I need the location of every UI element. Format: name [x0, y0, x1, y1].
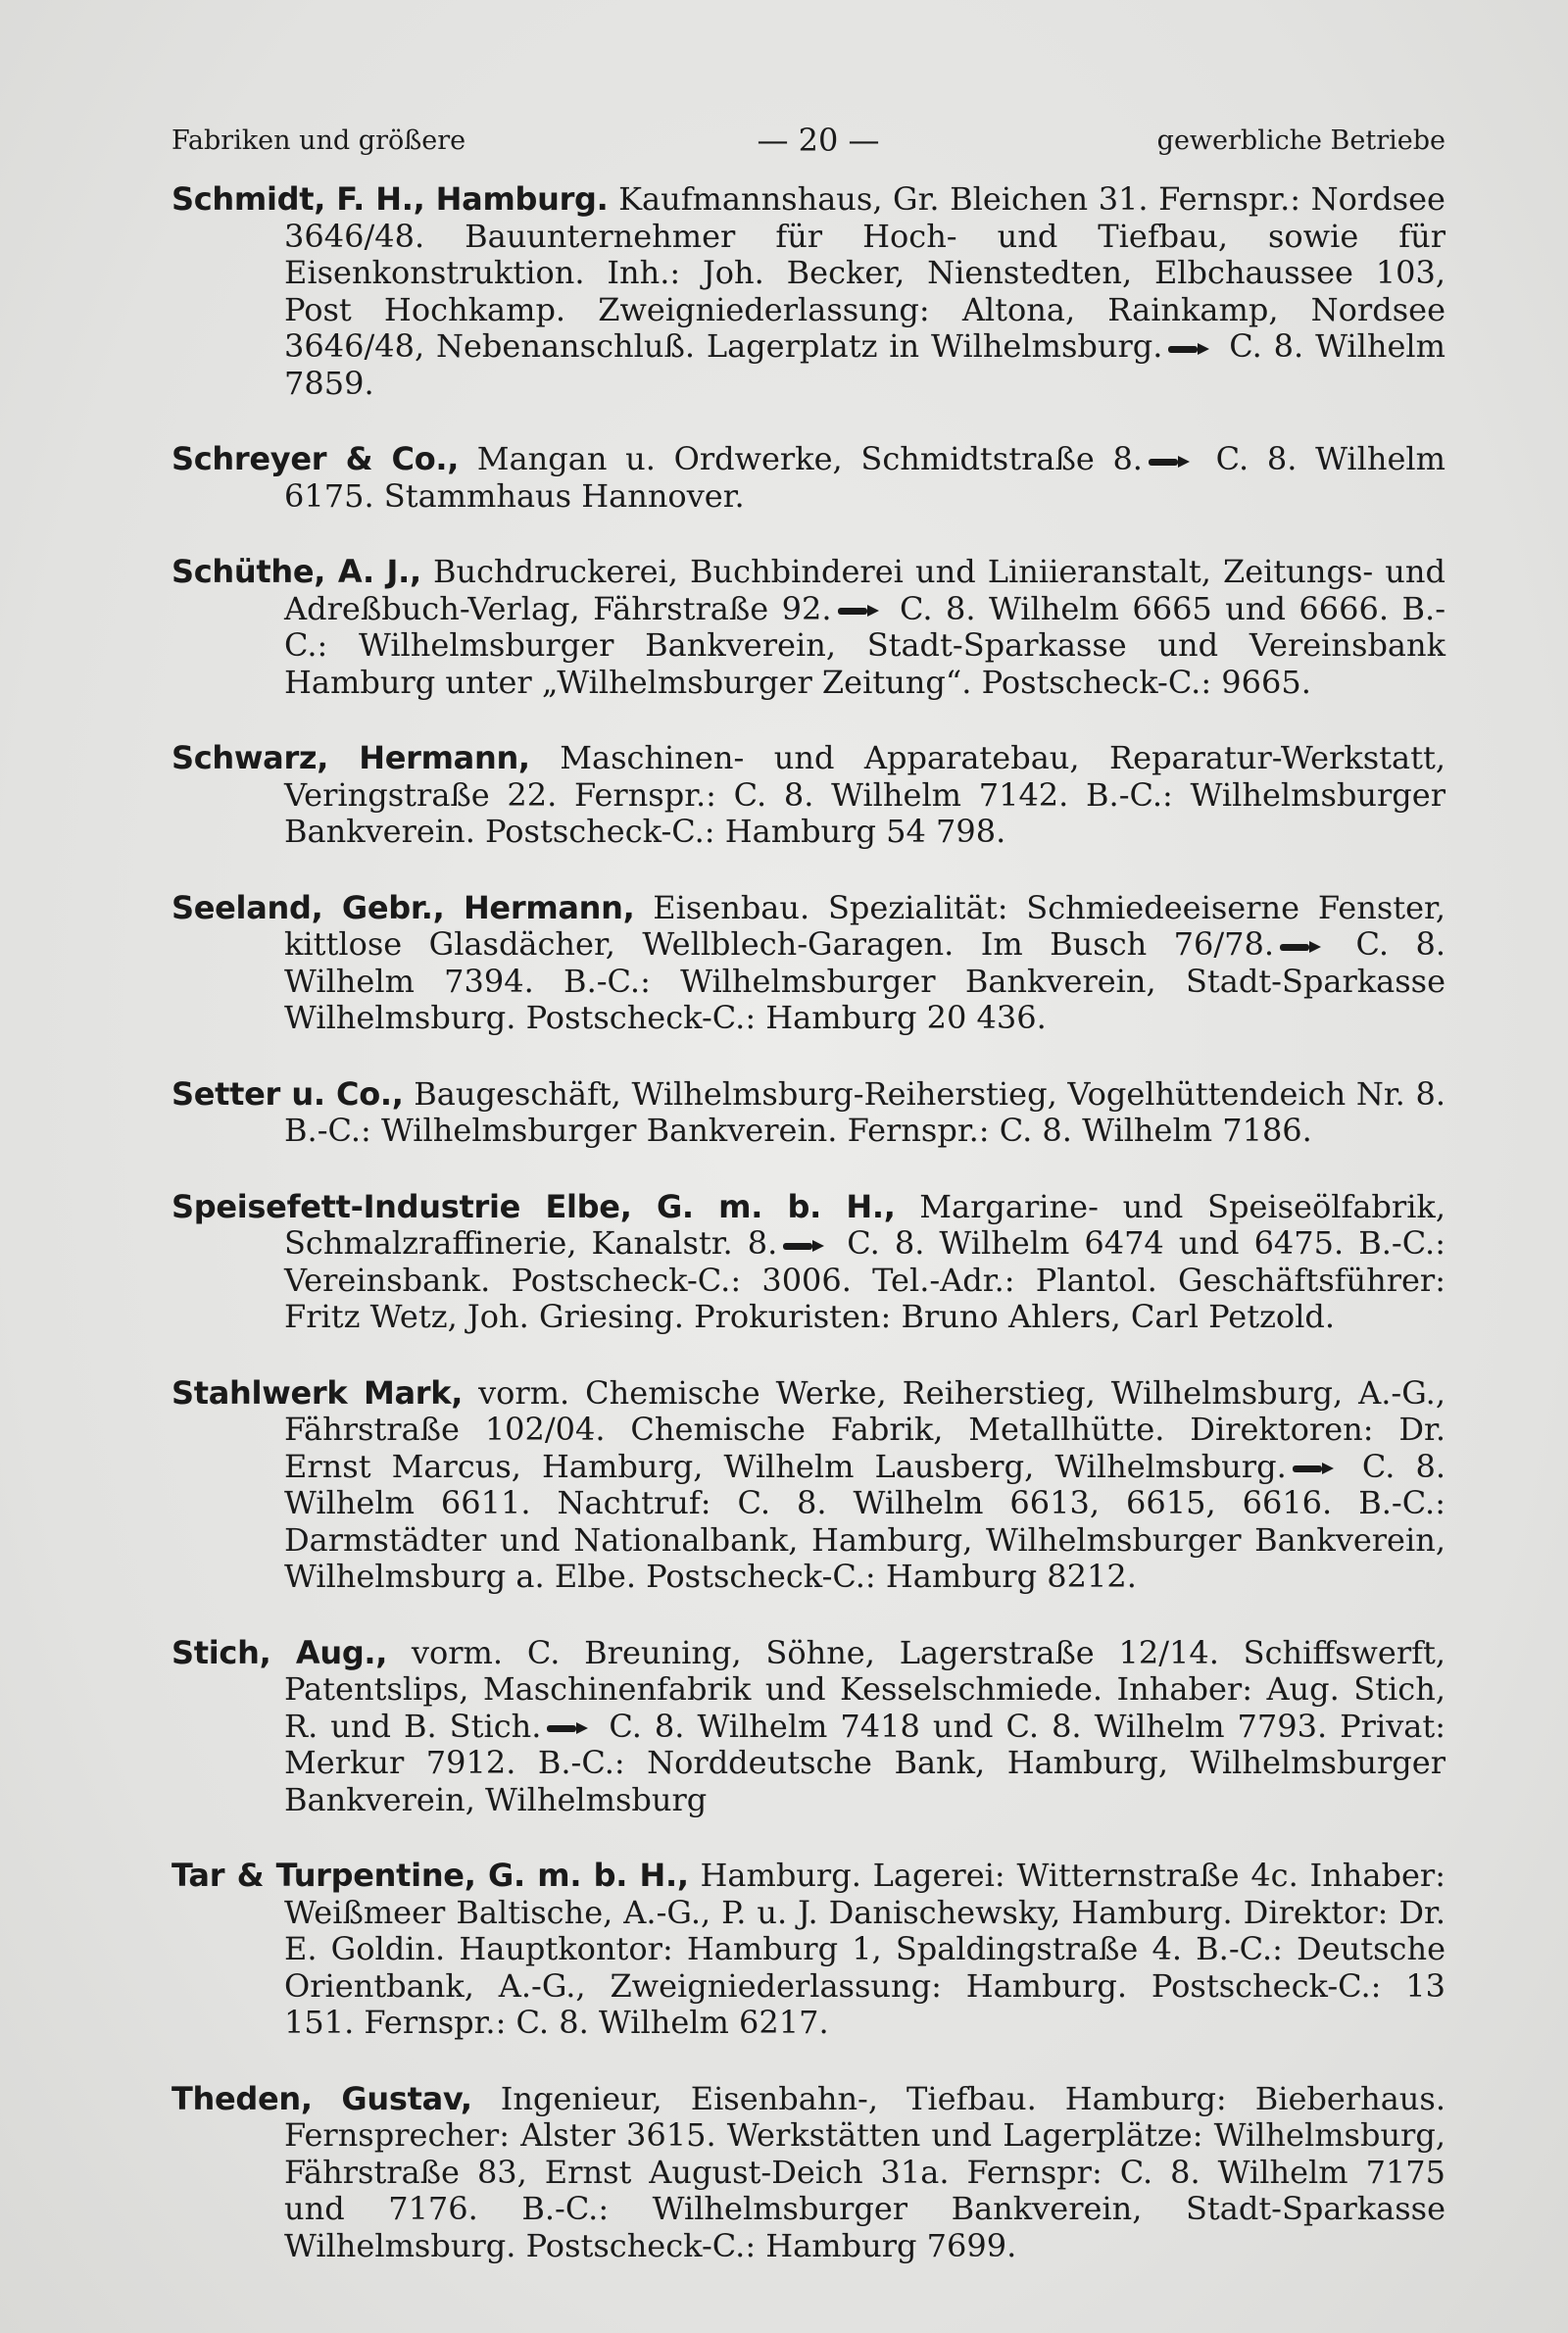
- entry-company-name: Seeland, Gebr., Hermann,: [172, 888, 635, 926]
- directory-entry: [172, 181, 1446, 402]
- directory-entry: [172, 441, 1446, 515]
- entry-text: Kaufmannshaus, Gr. Bleichen 31. Fernspr.: Nordsee 3646/48. Bauunternehmer für Hoch- und Tiefbau, sowie für Eisenkonstruktion. Inh.: Joh. Becker, Nienstedten, Elbchaussee 103, Post Hochkamp. Zweigniederlassung: Altona, Rainkamp, Nordsee 3646/48, Nebenanschluß. Lagerplatz in Wilhelmsburg.: [284, 180, 1446, 365]
- page-header: [172, 116, 1446, 165]
- telephone-arrow-icon: [1293, 1463, 1336, 1474]
- directory-entry: [172, 1858, 1446, 2042]
- entry-company-name: Theden, Gustav,: [172, 2079, 472, 2117]
- directory-entry: [172, 554, 1446, 701]
- directory-entry: [172, 740, 1446, 851]
- entry-text: Baugeschäft, Wilhelmsburg-Reiherstieg, Vogelhüttendeich Nr. 8. B.-C.: Wilhelmsburger Bankverein. Fernspr.: C. 8. Wilhelm 7186.: [284, 1074, 1446, 1149]
- directory-entries: [172, 181, 1446, 2264]
- entry-text: Hamburg. Lagerei: Witternstraße 4c. Inhaber: Weißmeer Baltische, A.-G., P. u. J. Danischewsky, Hamburg. Direktor: Dr. E. Goldin. Hauptkontor: Hamburg 1, Spaldingstraße 4. B.-C.: Deutsche Orientbank, A.-G., Zweigniederlassung: Hamburg. Postscheck-C.: 13 151. Fernspr.: C. 8. Wilhelm 6217.: [284, 1857, 1446, 2041]
- entry-text-continued: C. 8. Wilhelm 7418 und C. 8. Wilhelm 7793. Privat: Merkur 7912. B.-C.: Norddeutsche Bank, Hamburg, Wilhelmsburger Bankverein, Wilhelmsburg: [284, 1707, 1446, 1818]
- header-right-title: gewerbliche Betriebe: [1156, 125, 1446, 156]
- entry-text-continued: C. 8. Wilhelm 6175. Stammhaus Hannover.: [284, 440, 1446, 515]
- entry-text-continued: C. 8. Wilhelm 7394. B.-C.: Wilhelmsburger Bankverein, Stadt-Sparkasse Wilhelmsburg. Postscheck-C.: Hamburg 20 436.: [284, 925, 1446, 1036]
- entry-company-name: Tar & Turpentine, G. m. b. H.,: [172, 1857, 689, 1894]
- entry-text-continued: C. 8. Wilhelm 7859.: [284, 327, 1446, 402]
- entry-company-name: Schüthe, A. J.,: [172, 553, 421, 590]
- entry-company-name: Schreyer & Co.,: [172, 440, 460, 477]
- telephone-arrow-icon: [1280, 941, 1323, 953]
- entry-company-name: Stahlwerk Mark,: [172, 1373, 464, 1412]
- page-number: — 20 —: [757, 122, 880, 159]
- entry-company-name: Speisefett-Industrie Elbe, G. m. b. H.,: [172, 1187, 896, 1225]
- directory-entry: [172, 1189, 1446, 1336]
- entry-text: vorm. C. Breuning, Söhne, Lagerstraße 12/14. Schiffswerft, Patentslips, Maschinenfabrik und Kesselschmiede. Inhaber: Aug. Stich, R. und B. Stich.: [284, 1633, 1446, 1745]
- telephone-arrow-icon: [547, 1722, 590, 1734]
- entry-text-continued: C. 8. Wilhelm 6665 und 6666. B.-C.: Wilhelmsburger Bankverein, Stadt-Sparkasse und Vereinsbank Hamburg unter „Wilhelmsburger Zeitung“. Postscheck-C.: 9665.: [284, 589, 1446, 701]
- entry-company-name: Stich, Aug.,: [172, 1633, 388, 1671]
- directory-entry: [172, 1375, 1446, 1596]
- directory-entry: [172, 890, 1446, 1037]
- entry-text: Buchdruckerei, Buchbinderei und Liniieranstalt, Zeitungs- und Adreßbuch-Verlag, Fährstraße 92.: [284, 553, 1446, 627]
- directory-entry: [172, 1076, 1446, 1150]
- entry-text: Maschinen- und Apparatebau, Reparatur-Werkstatt, Veringstraße 22. Fernspr.: C. 8. Wilhelm 7142. B.-C.: Wilhelmsburger Bankverein. Postscheck-C.: Hamburg 54 798.: [284, 739, 1446, 850]
- entry-text: Margarine- und Speiseölfabrik, Schmalzraffinerie, Kanalstr. 8.: [284, 1187, 1446, 1262]
- directory-entry: [172, 2081, 1446, 2265]
- directory-entry: [172, 1635, 1446, 1819]
- entry-text: Mangan u. Ordwerke, Schmidtstraße 8.: [459, 440, 1143, 477]
- telephone-arrow-icon: [838, 605, 881, 617]
- entry-company-name: Setter u. Co.,: [172, 1074, 404, 1113]
- entry-text-continued: C. 8. Wilhelm 6611. Nachtruf: C. 8. Wilhelm 6613, 6615, 6616. B.-C.: Darmstädter und Nationalbank, Hamburg, Wilhelmsburger Bankverein, Wilhelmsburg a. Elbe. Postscheck-C.: Hamburg 8212.: [284, 1447, 1446, 1595]
- entry-text: Eisenbau. Spezialität: Schmiedeeiserne Fenster, kittlose Glasdächer, Wellblech-Garagen. Im Busch 76/78.: [284, 888, 1446, 963]
- entry-company-name: Schmidt, F. H., Hamburg.: [172, 180, 609, 218]
- entry-text-continued: C. 8. Wilhelm 6474 und 6475. B.-C.: Vereinsbank. Postscheck-C.: 3006. Tel.-Adr.: Plantol. Geschäftsführer: Fritz Wetz, Joh. Griesing. Prokuristen: Bruno Ahlers, Carl Petzold.: [284, 1224, 1446, 1335]
- telephone-arrow-icon: [1168, 343, 1211, 355]
- entry-company-name: Schwarz, Hermann,: [172, 739, 530, 776]
- entry-text: vorm. Chemische Werke, Reiherstieg, Wilhelmsburg, A.-G., Fährstraße 102/04. Chemische Fabrik, Metallhütte. Direktoren: Dr. Ernst Marcus, Hamburg, Wilhelm Lausberg, Wilhelmsburg.: [284, 1373, 1446, 1485]
- telephone-arrow-icon: [783, 1240, 826, 1252]
- entry-text: Ingenieur, Eisenbahn-, Tiefbau. Hamburg: Bieberhaus. Fernsprecher: Alster 3615. Werkstätten und Lagerplätze: Wilhelmsburg, Fährstraße 83, Ernst August-Deich 31a. Fernspr: C. 8. Wilhelm 7175 und 7176. B.-C.: Wilhelmsburger Bankverein, Stadt-Sparkasse Wilhelmsburg. Postscheck-C.: Hamburg 7699.: [284, 2079, 1446, 2264]
- telephone-arrow-icon: [1149, 456, 1192, 468]
- header-left-title: Fabriken und größere: [172, 125, 466, 156]
